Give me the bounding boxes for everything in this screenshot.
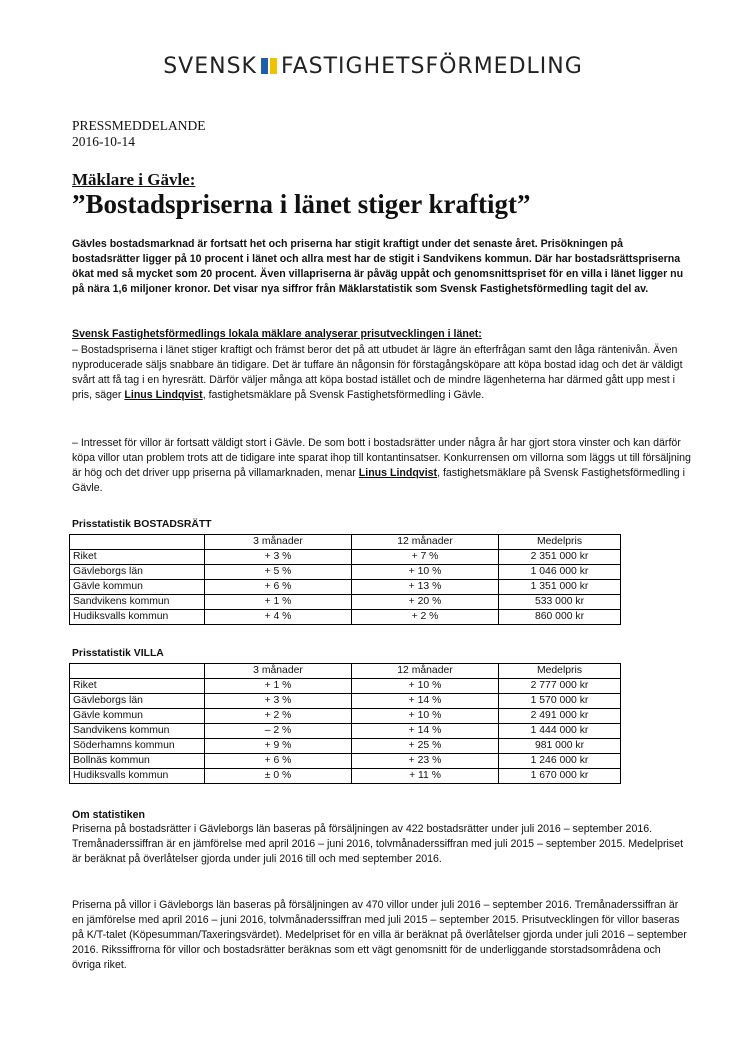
table-header-row [70,535,621,550]
change-3m-cell: + 4 % [205,610,352,625]
change-3m-cell: + 1 % [205,679,352,694]
header-cell: Medelpris [499,664,621,679]
header-cell: 12 månader [352,535,499,550]
region-cell: Riket [70,679,205,694]
change-3m-cell: + 3 % [205,550,352,565]
price-table-bostadsratt [69,534,621,625]
table-row [70,679,621,694]
avg-price-cell: 1 046 000 kr [499,565,621,580]
change-3m-cell: + 5 % [205,565,352,580]
avg-price-cell: 533 000 kr [499,595,621,610]
change-3m-cell: + 2 % [205,709,352,724]
table-row [70,565,621,580]
change-3m-cell: + 6 % [205,580,352,595]
change-12m-cell: + 20 % [352,595,499,610]
change-12m-cell: + 10 % [352,565,499,580]
logo-text-left: SVENSK [163,54,257,79]
region-cell: Bollnäs kommun [70,754,205,769]
section-heading: Svensk Fastighetsförmedlings lokala mäklare analyserar prisutvecklingen i länet: [72,328,482,340]
company-logo [0,54,746,79]
header-cell: 3 månader [205,664,352,679]
avg-price-cell: 860 000 kr [499,610,621,625]
header-cell [70,664,205,679]
change-12m-cell: + 10 % [352,679,499,694]
avg-price-cell: 1 570 000 kr [499,694,621,709]
change-12m-cell: + 10 % [352,709,499,724]
avg-price-cell: 2 491 000 kr [499,709,621,724]
region-cell: Sandvikens kommun [70,724,205,739]
quote-text: , fastighetsmäklare på Svensk Fastighetsförmedling i Gävle. [72,467,685,494]
region-cell: Sandvikens kommun [70,595,205,610]
avg-price-cell: 1 246 000 kr [499,754,621,769]
change-12m-cell: + 11 % [352,769,499,784]
quote-text: – Intresset för villor är fortsatt väldigt stort i Gävle. De som bott i bostadsrätter under några år har gjort stora vinster och kan därför köpa villor utan problem trots att de tidigare inte sparat ihop till kontantinsatser. Konkurrensen om villorna som läggs ut till försäljning är hög och det driver upp priserna på villamarknaden, menar [72,437,691,479]
avg-price-cell: 981 000 kr [499,739,621,754]
change-3m-cell: + 9 % [205,739,352,754]
change-12m-cell: + 2 % [352,610,499,625]
header-cell: 3 månader [205,535,352,550]
header-cell: Medelpris [499,535,621,550]
region-cell: Hudiksvalls kommun [70,769,205,784]
region-cell: Hudiksvalls kommun [70,610,205,625]
table-row [70,739,621,754]
swedish-flag-icon [261,58,277,74]
table-title-bostadsratt: Prisstatistik BOSTADSRÄTT [72,519,212,530]
change-12m-cell: + 25 % [352,739,499,754]
change-3m-cell: – 2 % [205,724,352,739]
person-name: Linus Lindqvist [124,389,203,401]
press-header [72,118,206,150]
region-cell: Gävle kommun [70,709,205,724]
avg-price-cell: 1 670 000 kr [499,769,621,784]
quote-text: – Bostadspriserna i länet stiger kraftigt och främst beror det på att utbudet är lägre än efterfrågan samt den låga räntenivån. Även nyproducerade säljs snabbare än tidigare. Det är tuffare än någonsin för förstagångsköpare att köpa bostad idag och det är väldigt svårt att få tag i en hyresrätt. Därför väljer många att köpa bostad istället och de mindre lägenheterna har därmed gått upp mest i pris, säger [72,344,683,401]
change-3m-cell: + 1 % [205,595,352,610]
change-12m-cell: + 14 % [352,694,499,709]
region-cell: Gävle kommun [70,580,205,595]
about-heading: Om statistiken [72,809,146,821]
press-date: 2016-10-14 [72,134,135,149]
quote-text: , fastighetsmäklare på Svensk Fastighetsförmedling i Gävle. [202,389,485,401]
person-name: Linus Lindqvist [358,467,438,479]
header-cell: 12 månader [352,664,499,679]
table-row [70,754,621,769]
table-row [70,610,621,625]
change-3m-cell: + 6 % [205,754,352,769]
about-paragraph-1: Priserna på bostadsrätter i Gävleborgs län baseras på försäljningen av 422 bostadsrätter under juli 2016 – september 2016. Tremånaderssiffran är en jämförelse med april 2016 – juni 2016, tolvmånaderssiffran med juli 2015 – september 2015. Medelpriset är beräknat på överlåtelser gjorda under juli 2016 till och med september 2016. [72,823,684,865]
region-cell: Gävleborgs län [70,565,205,580]
region-cell: Riket [70,550,205,565]
change-3m-cell: + 3 % [205,694,352,709]
header-cell [70,535,205,550]
table-row [70,694,621,709]
table-row [70,595,621,610]
headline-title: ”Bostadspriserna i länet stiger kraftigt” [72,189,531,219]
change-12m-cell: + 23 % [352,754,499,769]
change-12m-cell: + 7 % [352,550,499,565]
table-row [70,580,621,595]
lead-paragraph: Gävles bostadsmarknad är fortsatt het och priserna har stigit kraftigt under det senaste året. Prisökningen på bostadsrätter ligger på 10 procent i länet och allra mest har de stigit i Sandvikens kommun. Där har bostadsrättspriserna ökat med så mycket som 20 procent. Även villapriserna är påväg uppåt och genomsnittspriset för en villa i länet ligger nu på nära 1,6 miljoner kronor. Det visar nya siffror från Mäklarstatistik som Svensk Fastighetsförmedling tagit del av. [72,238,684,295]
avg-price-cell: 1 351 000 kr [499,580,621,595]
avg-price-cell: 1 444 000 kr [499,724,621,739]
region-cell: Gävleborgs län [70,694,205,709]
table-title-villa: Prisstatistik VILLA [72,648,164,659]
table-row [70,550,621,565]
quote-paragraph-2 [72,436,692,496]
table-row [70,709,621,724]
about-paragraph-2: Priserna på villor i Gävleborgs län baseras på försäljningen av 470 villor under juli 2016 – september 2016. Tremånaderssiffran är en jämförelse med april 2016 – juni 2016, tolvmånaderssiffran med juli 2015 – september 2015. Prisutvecklingen för villor baseras på K/T-talet (Köpesumman/Taxeringsvärdet). Medelpriset för en villa är beräknat på överlåtelser gjorda under juli 2016 – september 2016. Rikssiffrorna för villor och bostadsrätter beräknas som ett vägt genomsnitt för de underliggande storstadsområdena och övriga riket. [72,899,687,971]
region-cell: Söderhamns kommun [70,739,205,754]
quote-paragraph-1 [72,343,692,403]
table-header-row [70,664,621,679]
headline-kicker: Mäklare i Gävle: [72,170,196,189]
change-12m-cell: + 13 % [352,580,499,595]
price-table-villa [69,663,621,784]
press-label: PRESSMEDDELANDE [72,118,206,133]
change-12m-cell: + 14 % [352,724,499,739]
change-3m-cell: ± 0 % [205,769,352,784]
table-row [70,769,621,784]
logo-text-right: FASTIGHETSFÖRMEDLING [280,54,583,79]
table-row [70,724,621,739]
avg-price-cell: 2 351 000 kr [499,550,621,565]
avg-price-cell: 2 777 000 kr [499,679,621,694]
